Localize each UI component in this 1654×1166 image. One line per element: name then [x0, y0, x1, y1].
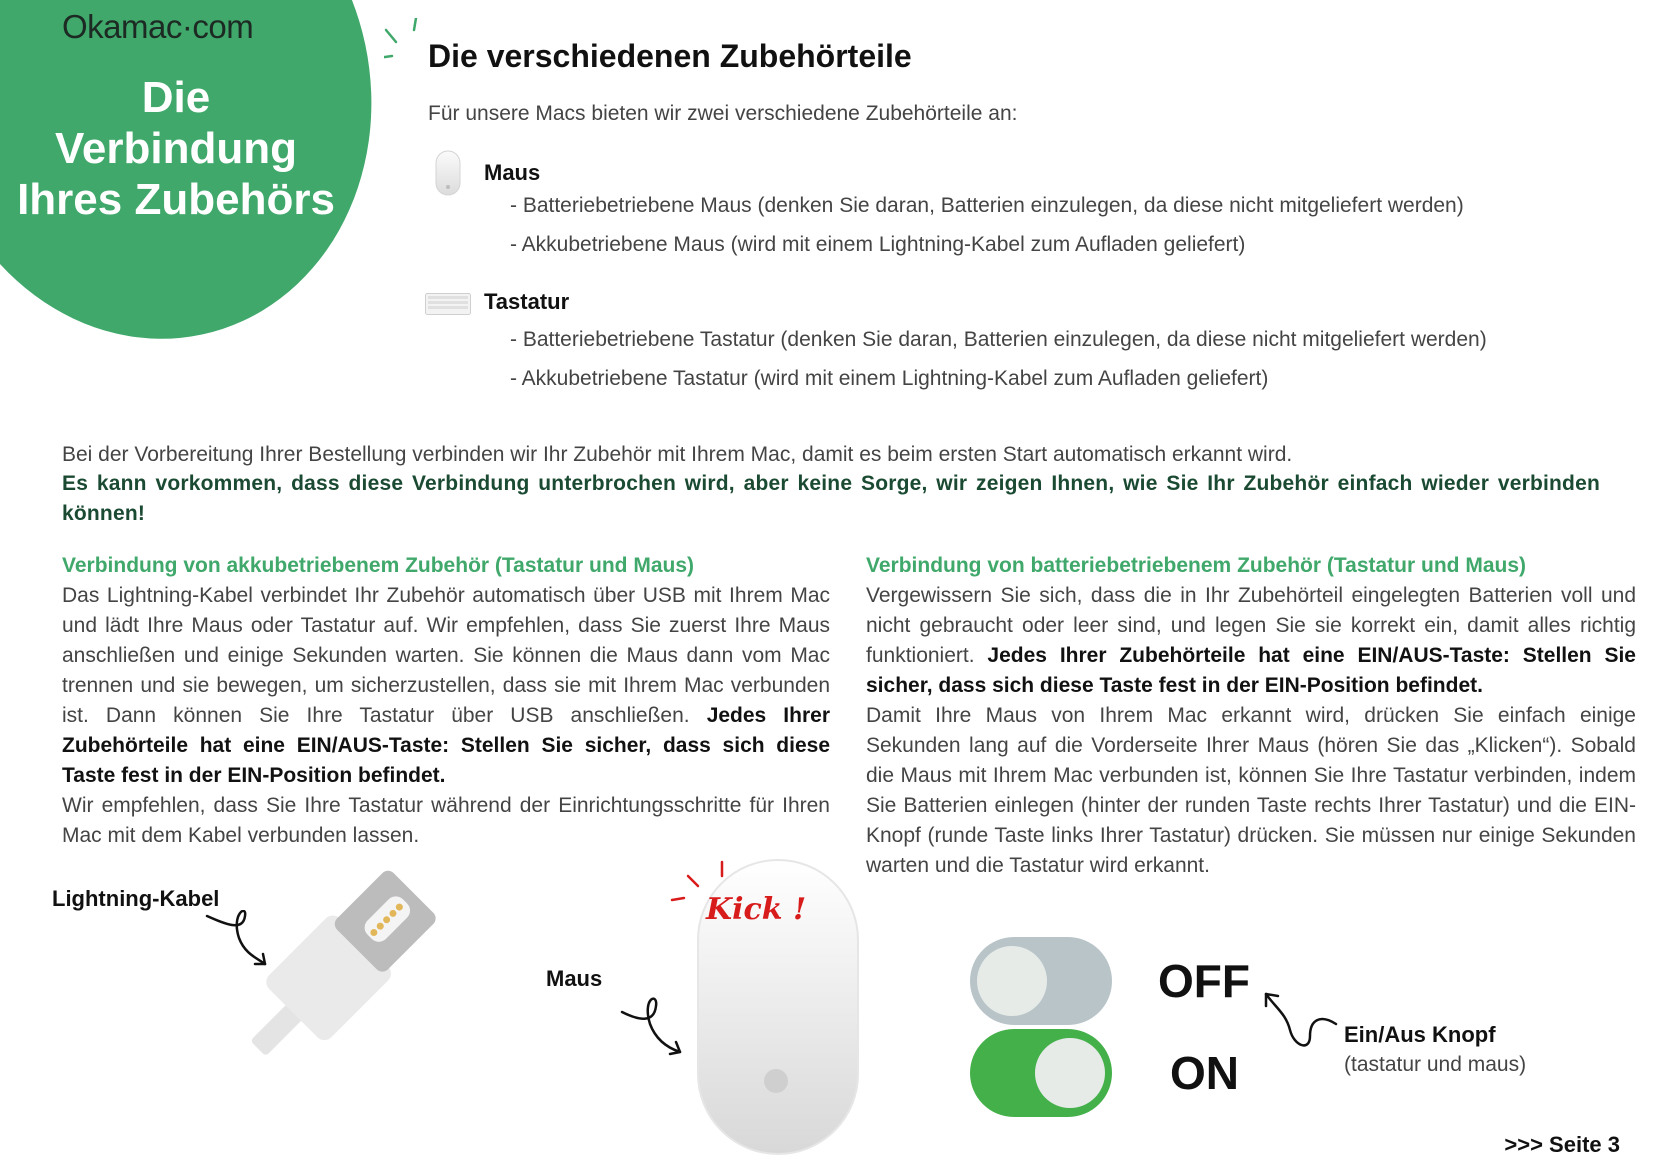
off-label: OFF — [1158, 955, 1250, 1007]
curly-arrow-icon — [620, 990, 690, 1060]
keyboard-bullet-2: - Akkubetriebene Tastatur (wird mit einem Lightning-Kabel zum Aufladen geliefert) — [510, 367, 1269, 390]
kick-text: Kick ! — [706, 892, 807, 927]
logo: Okamac·com — [62, 8, 254, 45]
hero-line-1: Die — [141, 73, 211, 122]
section-intro: Für unsere Macs bieten wir zwei verschiedene Zubehörteile an: — [428, 102, 1018, 125]
hero-line-3: Ihres Zubehörs — [17, 175, 335, 224]
curly-arrow-icon — [1262, 990, 1338, 1060]
hero-line-2: Verbindung — [55, 124, 297, 173]
cable-label: Lightning-Kabel — [52, 886, 220, 911]
left-text-2: Wir empfehlen, dass Sie Ihre Tastatur während der Einrichtungsschritte für Ihren Mac mit dem Kabel verbunden lassen. — [62, 794, 830, 847]
left-column — [62, 551, 830, 851]
prep-highlight: Es kann vorkommen, dass diese Verbindung unterbrochen wird, aber keine Sorge, wir zeigen Ihnen, wie Sie Ihr Zubehör einfach wieder verbinden können! — [62, 472, 1600, 525]
lightning-cable-icon — [230, 870, 440, 1070]
left-bold: Jedes Ihrer Zubehörteile hat eine EIN/AUS-Taste: Stellen Sie sicher, dass sich diese Taste fest in der EIN-Position befindet. — [62, 704, 830, 787]
product-title-keyboard: Tastatur — [484, 289, 570, 314]
product-title-mouse: Maus — [484, 160, 541, 185]
switch-label: Ein/Aus Knopf — [1344, 1022, 1496, 1047]
switch-off — [970, 937, 1112, 1025]
left-column-text — [62, 581, 830, 791]
mouse-icon — [435, 150, 461, 196]
keyboard-bullet-1: - Batteriebetriebene Tastatur (denken Sie daran, Batterien einzulegen, da diese nicht mitgeliefert werden) — [510, 328, 1487, 351]
right-column — [866, 551, 1636, 881]
on-label: ON — [1170, 1047, 1239, 1099]
right-column-text — [866, 581, 1636, 701]
mouse-bullet-2: - Akkubetriebene Maus (wird mit einem Lightning-Kabel zum Aufladen geliefert) — [510, 233, 1246, 256]
right-column-title: Verbindung von batteriebetriebenem Zubehör (Tastatur und Maus) — [866, 554, 1527, 577]
mouse-label: Maus — [546, 966, 603, 991]
mouse-bullet-1: - Batteriebetriebene Maus (denken Sie daran, Batterien einzulegen, da diese nicht mitgeliefert werden) — [510, 194, 1464, 217]
section-title: Die verschiedenen Zubehörteile — [428, 38, 912, 74]
page-number: >>> Seite 3 — [1504, 1132, 1620, 1157]
right-text-1: Vergewissern Sie sich, dass die in Ihr Zubehörteil eingelegten Batterien voll und nicht gebraucht oder leer sind, und legen Sie sie korrekt ein, damit alles richtig funktioniert. — [866, 584, 1636, 667]
prep-text: Bei der Vorbereitung Ihrer Bestellung verbinden wir Ihr Zubehör mit Ihrem Mac, damit es beim ersten Start automatisch erkannt wird. — [62, 443, 1293, 466]
switch-sublabel: (tastatur und maus) — [1344, 1053, 1527, 1076]
switch-on — [970, 1029, 1112, 1117]
right-text-2: Damit Ihre Maus von Ihrem Mac erkannt wird, drücken Sie einfach einige Sekunden lang auf die Vorderseite Ihrer Maus (hören Sie das „Klicken“). Sobald die Maus mit Ihrem Mac verbunden ist, können Sie Ihre Tastatur verbinden, indem Sie Batterien einlegen (hinter der runden Taste rechts Ihrer Tastatur) und die EIN-Knopf (runde Taste links Ihrer Tastatur) drücken. Sie müssen nur einige Sekunden warten und die Tastatur wird erkannt. — [866, 704, 1636, 877]
hero-title — [6, 72, 346, 225]
left-column-title: Verbindung von akkubetriebenem Zubehör (Tastatur und Maus) — [62, 554, 695, 577]
left-text-1: Das Lightning-Kabel verbindet Ihr Zubehör automatisch über USB mit Ihrem Mac und lädt Ihre Maus oder Tastatur auf. Wir empfehlen, dass Sie zuerst Ihre Maus anschließen und einige Sekunden warten. Sie können die Maus dann vom Mac trennen und sie bewegen, um sicherzustellen, dass sie mit Ihrem Mac verbunden ist. Dann können Sie Ihre Tastatur über USB anschließen. — [62, 584, 830, 727]
right-bold: Jedes Ihrer Zubehörteile hat eine EIN/AUS-Taste: Stellen Sie sicher, dass sich diese Taste fest in der EIN-Position befindet. — [866, 644, 1636, 697]
keyboard-icon — [425, 293, 471, 315]
